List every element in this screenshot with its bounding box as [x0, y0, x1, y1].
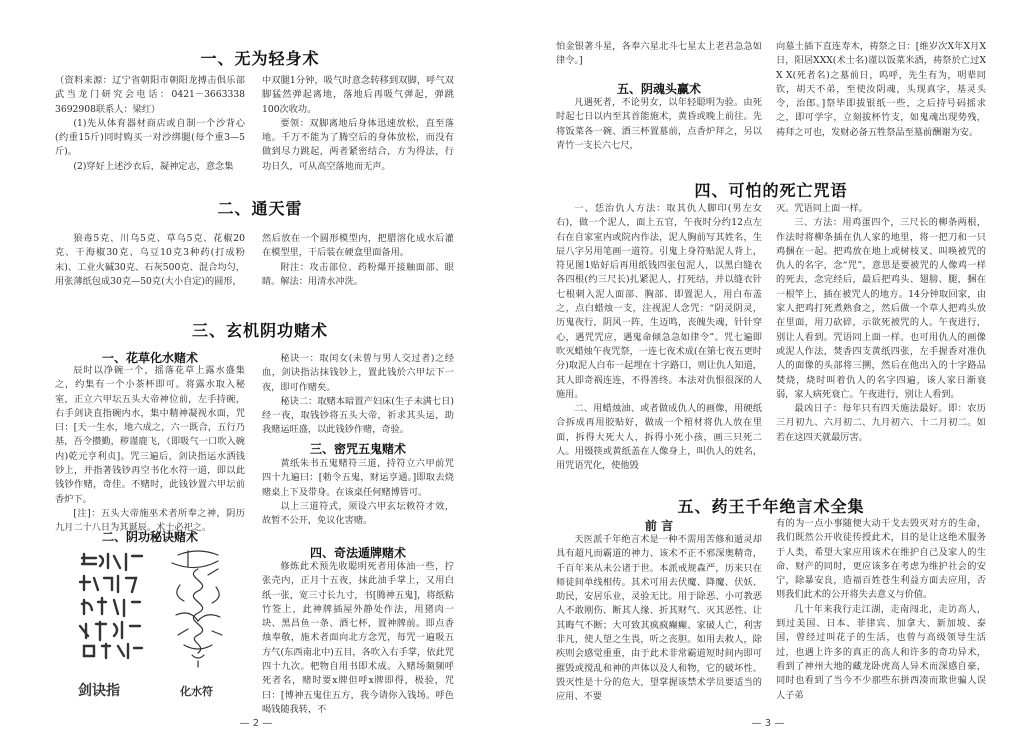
paragraph: 凡遇死者，不论男女，以年轻聪明为验。由死时起七日以内至其首能施术，黄昏或晚上前往。先将饭菜各一碗、酒三杯置墓前，点香炉拜之，另以青竹一支长六七尺， [556, 97, 762, 151]
paragraph: 中双腿1分钟，吸气时意念转移到双脚，呼气双脚猛然弹起离地，落地后再吸气弹起，弹跳100次收功。 [262, 75, 454, 115]
paragraph: 向墓土插下直连寿木，祷祭之日：[维岁次X年X月X日，阳居XXX(术士名)谨以饭菜米酒，祷祭於亡过X X X(死者名)之墓前日，呜呼，先生有为，明辈同钦，胡天不弟，至使汝阴魂，头现真字，基灵头令，治郎。]祭毕即拔银纸一些，之后持号码摇求之，即可学字，立刻拔杯竹支，如鬼魂出现势残，祷拜之可也，发财必备五牲祭品至墓前酬谢为安。 [776, 41, 986, 138]
talisman-caption-b: 化水符 [180, 685, 213, 698]
paragraph: 然后放在一个圆形模型内，把腊溶化成水后灌在模型里，干后装在硬盒里面备用。 [262, 233, 454, 259]
paragraph: 以上三道符式，须设六甲玄坛敕符才效，故暂不公开，免议化害赌。 [262, 500, 454, 527]
paragraph: (1)先从体育器材商店或自制一个沙背心(约重15斤)同时购买一对沙绑腿(每个重3—5斤)。 [55, 117, 245, 158]
paragraph: 三、方法：用鸡蛋四个，三尺长的柳条两根，作法时将柳条插在仇人家的地里，将一把刀和一只鸡捆在一起。把鸡放在地上或树枝叉、叫唤被咒的仇人的名字，念“咒”，意思是要被咒的人像鸡一样的死去，念完经后，最后把鸡头、翅膀、腿，捆在一根竿上，插在被咒人的地方。14分钟取回家，由家人把鸡打死煮熟食之，然后做一个草人把鸡头放在里面，用刀砍碎，示欲死被咒的人。午夜进行，别让人看到。咒语同上面一样。也可用仇人的画像或泥人作法，焚香四支黄纸四张，左手握香对准仇人的面像的头部将三搠，然后在他出入的十字路品焚烧，烧时叫着仇人的名字四遍，该人家日渐衰弱，家人病死衰亡。午夜进行，别让人看到。 [776, 217, 986, 400]
subsection-3-text [262, 457, 454, 543]
water-talisman [158, 545, 238, 670]
paragraph: 怕金银著斗星，各奉六星北斗七星太上老君急急如律令。] [556, 41, 762, 67]
section-2-col1 [55, 232, 245, 292]
section-2-col2 [262, 232, 454, 292]
paragraph: [注]：五头大帝施巫术者所奉之神，阴历九月二十八日为其诞辰。术士必祀之。 [55, 507, 245, 534]
paragraph: 灭。咒语同上面一样。 [776, 203, 868, 214]
subsection-1-text [55, 364, 245, 534]
page-number-right: — 3 — [751, 718, 785, 729]
section-1-col2 [262, 74, 454, 174]
subsection-4-title: 四、奇法遁牌赌术 [309, 546, 406, 560]
subsection-2-title: 二、阴功秘诀赌术 [101, 530, 198, 544]
preface-col2 [776, 517, 986, 719]
paragraph: 一、恁治仇人方法：取其仇人脚印(男左女右)，做一个泥人，面上五官，午夜时分约12点左右在自家室内或院内作法，泥人胸前写其姓名，生辰八字另用笔画一道符。引鬼上身符贴泥人背上，符见图1贴好后再用纸钱四张包泥人，以黑白缝衣各四根(约三尺长)扎紧泥人，打死结，并以缝衣针七根刺入泥人面部、胸部、即置泥人，用白布盖之，点白蜡烛一支，注视泥人念咒：“阴灵阴灵，历鬼夜行，阴风一阵，生迈鸣，丧魄失魂，针针穿心，遇咒咒应，遇鬼命倾急急如律令”。咒七遍即吹灭蜡烛午夜咒祭，一连七夜术成(在第七夜五更时分)取泥人白布一起埋在十字路口，则让仇人知道，其人即奇祸连连，不得善终。本法对仇恨很深的人施用。 [556, 203, 762, 400]
subsection-4-text [262, 560, 454, 718]
subsection-2-secrets [262, 352, 454, 438]
paragraph: 修炼此术预先收聪明死者用体油一些，拧张壳内，正月十五夜，抹此油手掌上，又用白纸一张，宽三寸长九寸，书[腾神五鬼]，将纸粘竹签上，此神牌插屋外静处作法，用猪肉一块、黑昌鱼一条、酒七杯，置神牌前。即点香烛奉敬，施术者面向北方念咒，每咒一遍吸五方气(东西南北中)五目，各吹入右手掌，依此咒四十九次。杷物自用书即术成。入赌场频频呼死者名，赌时要x牌但呼x牌即得，极验，咒曰：[博神五鬼住五方，我今请你入钱场。呼色喝钱随我转，不 [262, 561, 454, 715]
paragraph: 有的为一点小事随便大动干戈去毁灭对方的生命，我们既然公开收徒传授此术，目的是让这绝术服务于人类，希望大家应用该术在维护自己及家人的生命、财产的同时，更应该多在考虑为维护社会的安宁，除暴安良，造福百姓苍生利益方面去应用，否则我们此术的公开将失去意义与价值。 [776, 518, 986, 601]
paragraph: 最凶日子：每年只有四天施法最好。即：农历三月初九、六月初二、九月初六、十二月初二。如若在这四天就最厉害。 [776, 403, 986, 443]
paragraph: 秘诀一：取闰女(未曾与男人交过者)之经血，剑诀指沾抹钱钞上，置此钱於六甲坛下一夜，即可作赌矣。 [262, 353, 454, 393]
paragraph: (2)穿好上述沙衣后，凝神定志，意念集 [73, 160, 234, 172]
paragraph: （资料来源：辽宁省朝阳市朝阳龙搏击俱乐部武当龙门研究会电话：0421－3663338 3692908联系人：梁红） [55, 75, 245, 115]
sword-finger-talisman-icon [70, 548, 150, 678]
paragraph: 狼毒5克、川乌5克、草乌5克、花椒20克、干海椒30克、乌豆10克3种药(打成粉末)、工业火碱30克、石灰500克、混合均匀，用张薄纸包成30克—50克(大小自定)的圆形， [55, 233, 245, 287]
continued-text-col2 [776, 40, 986, 172]
continued-text-col1 [556, 40, 762, 70]
preface-title: 前 言 [644, 519, 674, 533]
subsection-3-title: 三、密咒五鬼赌术 [309, 442, 406, 456]
paragraph: 黄纸朱书五鬼赌符三道，持符立六甲前咒四十九遍曰：[勅令五鬼，财运亨通。]即取去烧赌桌上下及带身。在该桌任何赌博皆可。 [262, 458, 454, 498]
water-talisman-icon [158, 545, 238, 670]
paragraph: 几十年来我行走江湖，走南闯北，走访高人，到过美国、日本、菲律宾、加拿大、新加坡、泰国，曾经过叫花子的生活，也曾与高级领导生活过，也遇上许多的真正的高人和许多的奇功异术，看到了神州大地的藏龙卧虎高人异术而深感自豪，同时也看到了当今不少那些东拼西凑而欺世骗人误人子弟 [776, 603, 986, 701]
section-5-title: 五、阴魂头赢术 [616, 82, 701, 96]
section-4-col1 [556, 202, 762, 472]
subsection-1-title: 一、花草化水赌术 [101, 351, 198, 365]
paragraph: 附注：攻击部位、药粉爆开接触面部、眼睛。解法：用清水冲洗。 [262, 261, 454, 287]
paragraph: 辰时以净碗一个，摇落花草上露水盛集之，约集有一个小茶杯即可。将露水取入秘室，正立六甲坛五头大帝神位前，左手持碗，右手剑诀直指碗内水，集中精神凝视水面，咒曰：[天一生水，地六成之，六一既合，五行乃基，吾令攒勤，秽谨鹿飞，（即吸气一口吹入碗内)乾元亨利贞]。咒三遍后，剑诀指运水洒钱钞上，并指著钱钞再空书化水符一道，即以此钱钞作赌，奇佳。不赌时，此钱钞置六甲坛前香炉下。 [55, 365, 245, 505]
section-5-text [556, 96, 762, 172]
section-1-col1 [55, 74, 245, 174]
section-2-title: 二、通天雷 [217, 199, 303, 218]
page-number-left: — 2 — [239, 718, 273, 729]
paragraph: 秘诀二：取赌本暗置产妇床(生子未满七日)经一夜，取钱钞将五头大帝，祈求其头运，助我赌运旺盛，以此钱钞作赌，奇验。 [262, 395, 454, 436]
section-1-title: 一、无为轻身术 [200, 49, 320, 68]
paragraph: 要领：双脚离地后身体迅速放松，直至落地。千万不能为了腾空后的身体放松，而没有做到尽力跳起，两者紧密结合，方为得法，行功日久，可从高空落地而无声。 [262, 117, 454, 172]
section-4-title: 四、可怕的死亡咒语 [694, 181, 848, 200]
section-6-title: 五、药王千年绝言术全集 [677, 497, 865, 516]
section-4-col2 [776, 202, 986, 468]
paragraph: 天医派千年绝言术是一种不需用苦修和遁灵却具有超凡而霸道的神力、该术不正不邪深奥精奇，千百年来从未公诸于世。本派戒规森严，历来只在师徒间单线相传。其术可用去伏魔、降魔、伏妖、助民，安居乐业，灵验无比。用于除恶、小可教恶人不敢刚伤、断其人缘、折其财气、灭其恶性、让其晦气不断；大可致其疯疯癫癫、家破人亡，利害非凡，使人望之生畏，听之丧胆。如用去救人，除疾则会感觉重重，由于此术非常霸道短时间内即可摧毁或搅乱和神的声体以及人和物，它的破坏性、毁灭性是十分的危大，望掌握该禁术学员要适当的应用、不要 [556, 534, 762, 703]
right-page [512, 0, 1024, 742]
section-3-title: 三、玄机阴功赌术 [191, 321, 328, 340]
paragraph: 二、用蜡烛油、或者做成仇人的画像，用硬纸合拆成再用胶贴好，做成一个棺材将仇人放在里面，拆得大死大人，拆得小死小孩，画三只死二人。用镊筷或黄纸盖在人像身上，叫仇人的姓名，用咒语咒化，使他毁 [556, 403, 762, 472]
preface-col1 [556, 533, 762, 719]
sword-finger-talisman [70, 548, 150, 678]
talisman-caption-a: 剑诀指 [78, 683, 120, 699]
